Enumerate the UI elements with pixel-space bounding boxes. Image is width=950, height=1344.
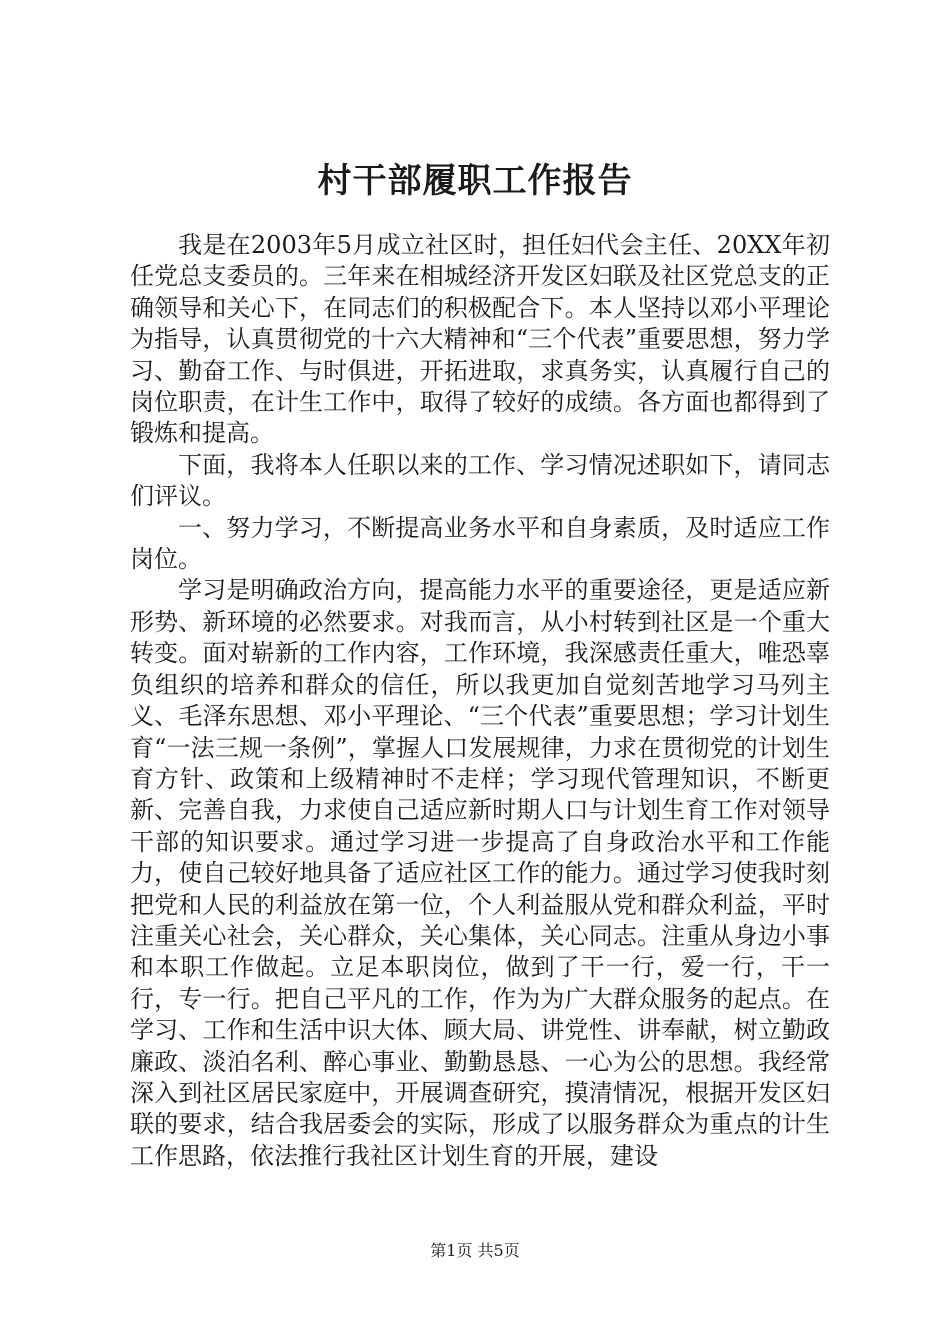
paragraph: 一、努力学习，不断提高业务水平和自身素质，及时适应工作岗位。	[130, 513, 830, 574]
paragraph: 下面，我将本人任职以来的工作、学习情况述职如下，请同志们评议。	[130, 450, 830, 511]
paragraph: 我是在2003年5月成立社区时，担任妇代会主任、20XX年初任党总支委员的。三年来在相城经济开发区妇联及社区党总支的正确领导和关心下，在同志们的积极配合下。本人坚持以邓小平理论为指导，认真贯彻党的十六大精神和“三个代表”重要思想，努力学习、勤奋工作、与时俱进，开拓进取，求真务实，认真履行自己的岗位职责，在计生工作中，取得了较好的成绩。各方面也都得到了锻炼和提高。	[130, 231, 830, 448]
document-title: 村干部履职工作报告	[317, 161, 633, 201]
document-body	[130, 230, 830, 1172]
page-number-footer: 第1页 共5页	[430, 1241, 520, 1260]
paragraph: 学习是明确政治方向，提高能力水平的重要途径，更是适应新形势、新环境的必然要求。对我而言，从小村转到社区是一个重大转变。面对崭新的工作内容，工作环境，我深感责任重大，唯恐辜负组织的培养和群众的信任，所以我更加自觉刻苦地学习马列主义、毛泽东思想、邓小平理论、“三个代表”重要思想；学习计划生育“一法三规一条例”，掌握人口发展规律，力求在贯彻党的计划生育方针、政策和上级精神时不走样；学习现代管理知识，不断更新、完善自我，力求使自己适应新时期人口与计划生育工作对领导干部的知识要求。通过学习进一步提高了自身政治水平和工作能力，使自己较好地具备了适应社区工作的能力。通过学习使我时刻把党和人民的利益放在第一位，个人利益服从党和群众利益，平时注重关心社会，关心群众，关心集体，关心同志。注重从身边小事和本职工作做起。立足本职岗位，做到了干一行，爱一行，干一行，专一行。把自己平凡的工作，作为为广大群众服务的起点。在学习、工作和生活中识大体、顾大局、讲党性、讲奉献，树立勤政廉政、淡泊名利、醉心事业、勤勤恳恳、一心为公的思想。我经常深入到社区居民家庭中，开展调查研究，摸清情况，根据开发区妇联的要求，结合我居委会的实际，形成了以服务群众为重点的计生工作思路，依法推行我社区计划生育的开展，建设	[130, 576, 830, 1170]
